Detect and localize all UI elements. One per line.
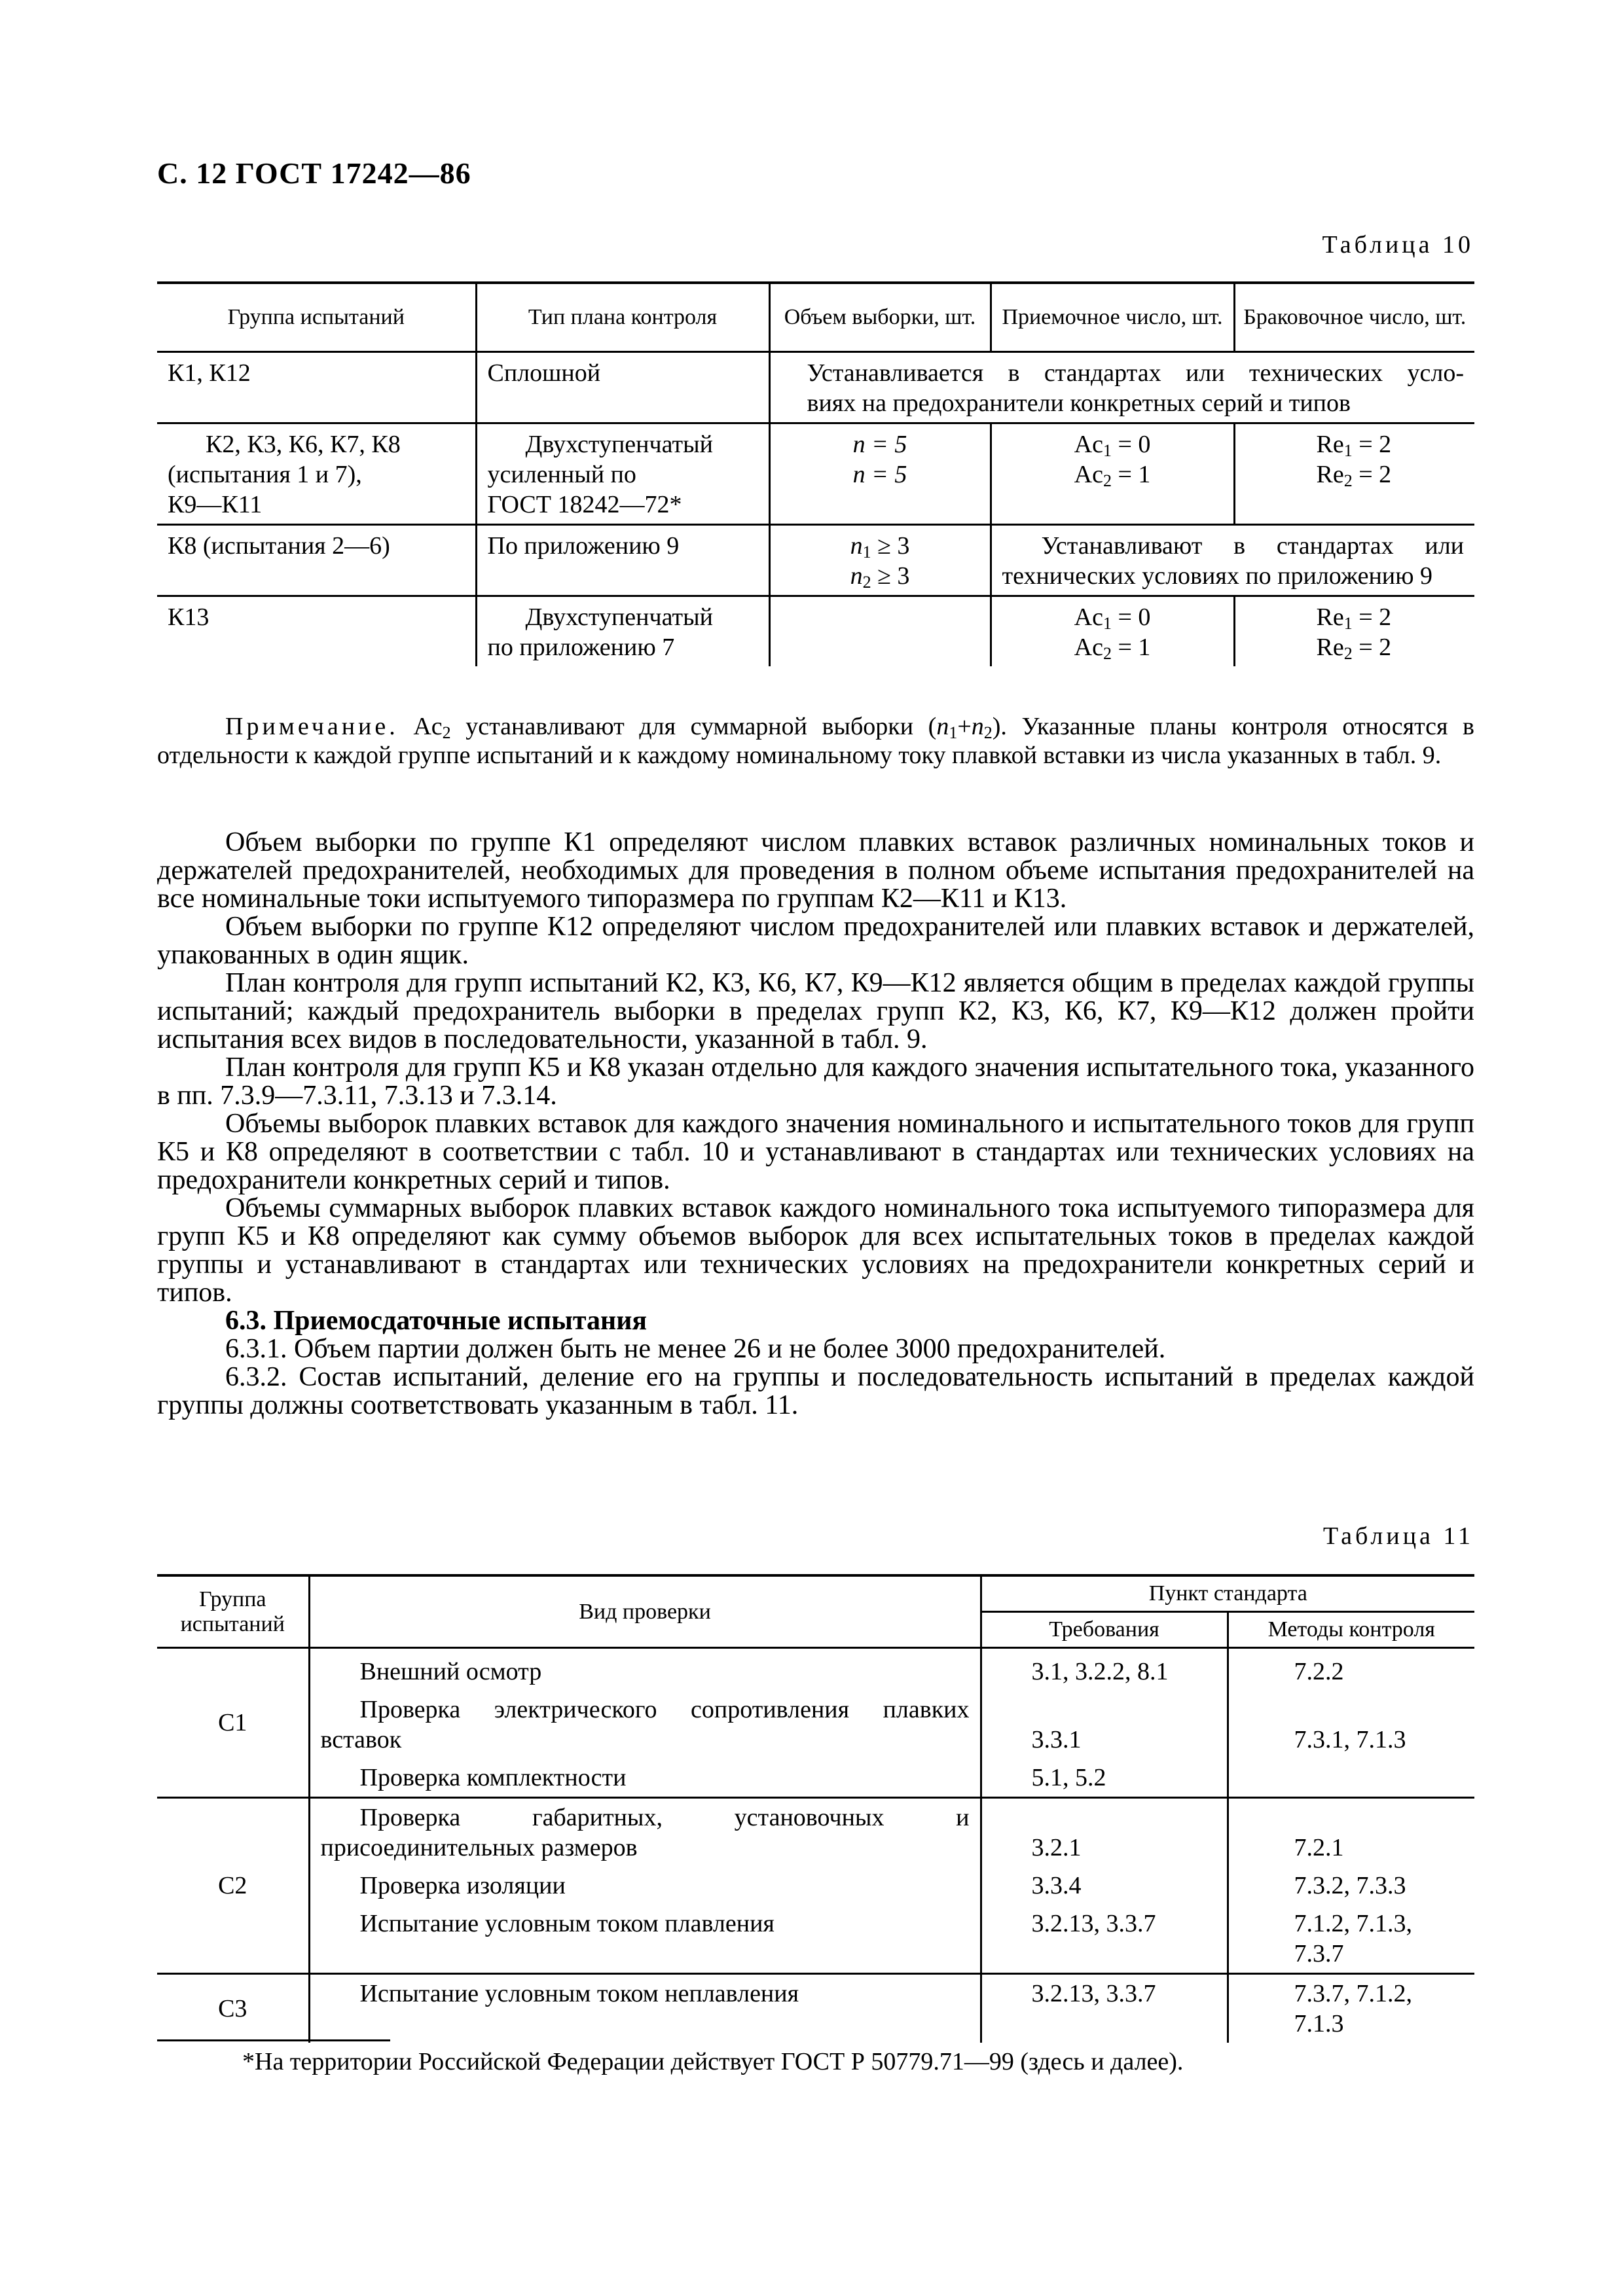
t11-group-c1: С1	[157, 1648, 309, 1798]
table-row	[157, 1759, 1474, 1798]
table-10	[157, 281, 1474, 666]
t10-r1-merged: Устанавливается в стандартах или технических усло- виях на предохранители конкретных серий и типов	[769, 352, 1474, 423]
paragraph: План контроля для групп испытаний К2, К3, К6, К7, К9—К12 является общим в пределах каждой группы испытаний; каждый предохранитель выборки в пределах групп К2, К3, К6, К7, К9—К12 должен пройти испытания всех видов в последовательности, указанной в табл. 9.	[157, 968, 1474, 1054]
table-row	[157, 1974, 1474, 2043]
t10-header-accept: Приемочное число, шт.	[991, 283, 1234, 352]
t11-group-c2: С2	[157, 1798, 309, 1974]
t10-header-sample: Объем выборки, шт.	[769, 283, 991, 352]
table-row	[157, 1648, 1474, 1691]
footnote-divider	[157, 2039, 390, 2041]
t11-methods: 7.3.2, 7.3.3	[1228, 1867, 1474, 1905]
table-row	[157, 1798, 1474, 1867]
t11-header-req: Требования	[981, 1612, 1228, 1648]
t11-req: 3.3.4	[981, 1867, 1228, 1905]
paragraph: Объемы выборок плавких вставок для каждого значения номинального и испытательного токов для групп К5 и К8 определяют в соответствии с табл. 10 и устанавливают в стандартах или технических условиях на предохранители конкретных серий и типов.	[157, 1109, 1474, 1195]
t11-req: 3.2.13, 3.3.7	[981, 1905, 1228, 1974]
t10-r3-sample: $n_1 \ge 3$ $n_2 \ge 3$	[769, 525, 991, 596]
paragraph: Объем выборки по группе К12 определяют числом предохранителей или плавких вставок и держателей, упакованных в один ящик.	[157, 912, 1474, 970]
t11-methods: 7.1.2, 7.1.3, 7.3.7	[1228, 1905, 1474, 1974]
t11-methods: 7.2.2	[1228, 1648, 1474, 1691]
t11-check: Проверка изоляции	[309, 1867, 981, 1905]
t11-check: Проверка электрического сопротивления плавких вставок	[309, 1691, 981, 1759]
table11-caption: Таблица 11	[1322, 1522, 1474, 1550]
paragraph: Объем выборки по группе К1 определяют числом плавких вставок различных номинальных токов и держателей предохранителей, необходимых для проведения в полном объеме испытания предохранителей на все номинальные токи испытуемого типоразмера по группам К2—К11 и К13.	[157, 827, 1474, 914]
paragraph: 6.3.1. Объем партии должен быть не менее 26 и не более 3000 предохранителей.	[225, 1334, 1166, 1364]
t11-methods: 7.3.1, 7.1.3	[1228, 1691, 1474, 1759]
t11-req: 3.2.13, 3.3.7	[981, 1974, 1228, 2043]
footnote: *На территории Российской Федерации действует ГОСТ Р 50779.71—99 (здесь и далее).	[242, 2048, 1184, 2075]
t10-r1-plan: Сплошной	[476, 352, 769, 423]
table10-caption: Таблица 10	[1322, 231, 1474, 259]
t11-group-c3: С3	[157, 1974, 309, 2043]
table-11	[157, 1574, 1474, 2043]
t10-header-reject: Браковочное число, шт.	[1234, 283, 1474, 352]
t10-header-plan: Тип плана контроля	[476, 283, 769, 352]
section-heading: 6.3. Приемосдаточные испытания	[225, 1306, 647, 1336]
t11-req: 5.1, 5.2	[981, 1759, 1228, 1798]
t11-methods: 7.3.7, 7.1.2, 7.1.3	[1228, 1974, 1474, 2043]
t11-req: 3.2.1	[981, 1798, 1228, 1867]
t11-check: Проверка комплектности	[309, 1759, 981, 1798]
t11-header-methods: Методы контроля	[1228, 1612, 1474, 1648]
body-text	[157, 829, 1474, 1420]
table-row	[157, 423, 1474, 525]
t10-r2-sample: n = 5 n = 5	[769, 423, 991, 525]
t10-r4-reject: $Re_1 = 2$ $Re_2 = 2$	[1234, 596, 1474, 667]
t10-header-group: Группа испытаний	[157, 283, 476, 352]
table-row	[157, 1905, 1474, 1974]
t11-header-group: Группа испытаний	[157, 1575, 309, 1648]
t11-methods	[1228, 1759, 1474, 1798]
paragraph: План контроля для групп К5 и К8 указан отдельно для каждого значения испытательного тока, указанного в пп. 7.3.9—7.3.11, 7.3.13 и 7.3.14.	[157, 1052, 1474, 1111]
t10-r3-merged: Устанавливают в стандартах или технических условиях по приложению 9	[991, 525, 1474, 596]
t10-r3-group: К8 (испытания 2—6)	[157, 525, 476, 596]
table-row	[157, 1691, 1474, 1759]
table-row	[157, 352, 1474, 423]
t11-check: Испытание условным током плавления	[309, 1905, 981, 1974]
table-row	[157, 525, 1474, 596]
t10-r3-plan: По приложению 9	[476, 525, 769, 596]
t11-check: Внешний осмотр	[309, 1648, 981, 1691]
t10-r2-reject: $Re_1 = 2$ $Re_2 = 2$	[1234, 423, 1474, 525]
t10-r4-accept: $Ac_1 = 0$ $Ac_2 = 1$	[991, 596, 1234, 667]
table-row	[157, 596, 1474, 667]
t11-header-point: Пункт стандарта	[981, 1575, 1474, 1612]
t10-r4-sample	[769, 596, 991, 667]
paragraph: Объемы суммарных выборок плавких вставок каждого номинального тока испытуемого типоразмера для групп К5 и К8 определяют как сумму объемов выборок для всех испытательных токов в пределах каждой группы и устанавливают в стандартах или технических условиях на предохранители конкретных серий и типов.	[157, 1193, 1474, 1308]
t11-req: 3.1, 3.2.2, 8.1	[981, 1648, 1228, 1691]
t11-methods: 7.2.1	[1228, 1798, 1474, 1867]
page-header: С. 12 ГОСТ 17242—86	[157, 156, 471, 190]
table10-note: Примечание. $Ac_2$ устанавливают для суммарной выборки $(n_1+n_2)$. Указанные планы контроля относятся в отдельности к каждой группе испытаний и к каждому номинальному току плавкой вставки из числа указанных в табл. 9.	[157, 713, 1475, 769]
t10-r1-group: К1, К12	[157, 352, 476, 423]
t10-r2-accept: $Ac_1 = 0$ $Ac_2 = 1$	[991, 423, 1234, 525]
t10-r4-group: К13	[157, 596, 476, 667]
paragraph: 6.3.2. Состав испытаний, деление его на группы и последовательность испытаний в пределах каждой группы должны соответствовать указанным в табл. 11.	[157, 1362, 1474, 1420]
t11-check: Проверка габаритных, установочных и присоединительных размеров	[309, 1798, 981, 1867]
t10-r2-plan: Двухступенчатый усиленный по ГОСТ 18242—72*	[476, 423, 769, 525]
t11-check: Испытание условным током неплавления	[309, 1974, 981, 2043]
t10-r4-plan: Двухступенчатый по приложению 7	[476, 596, 769, 667]
t10-r2-group: К2, К3, К6, К7, К8 (испытания 1 и 7), К9—К11	[157, 423, 476, 525]
t11-header-check: Вид проверки	[309, 1575, 981, 1648]
t11-req: 3.3.1	[981, 1691, 1228, 1759]
table-row	[157, 1867, 1474, 1905]
